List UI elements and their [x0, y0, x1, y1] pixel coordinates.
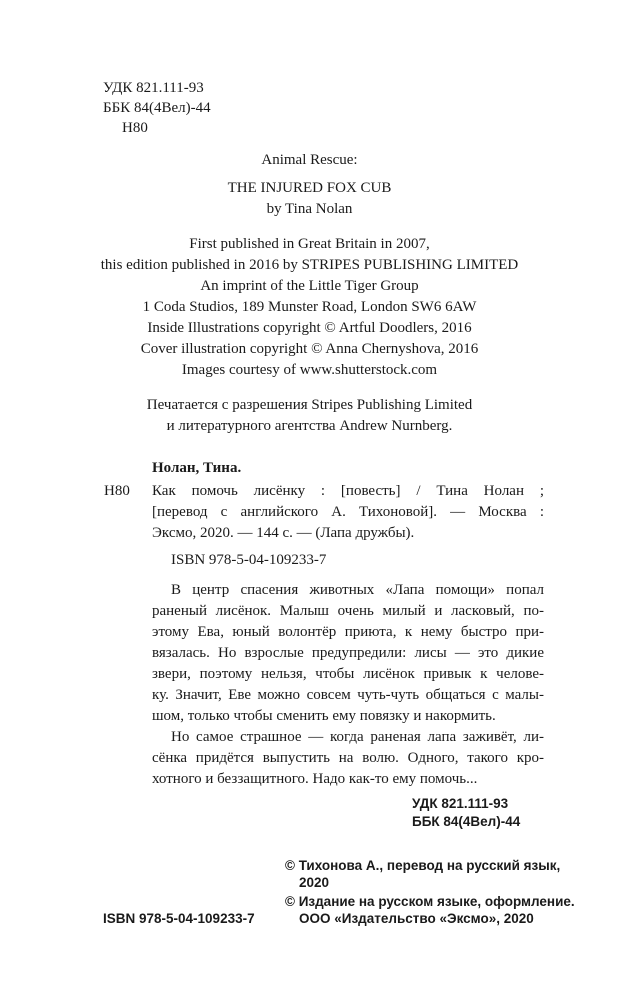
publishing-line: Inside Illustrations copyright © Artful Doodlers, 2016 [147, 320, 472, 336]
copyright-line: © Издание на русском языке, оформление. [285, 894, 575, 909]
publishing-line: Images courtesy of www.shutterstock.com [181, 362, 438, 378]
publishing-line: An imprint of the Little Tiger Group [200, 278, 419, 294]
publishing-line: this edition published in 2016 by STRIPES PUBLISHING LIMITED [100, 257, 519, 273]
isbn-bold: ISBN 978-5-04-109233-7 [103, 911, 255, 926]
copyright-line: 2020 [299, 875, 330, 890]
publishing-line: Cover illustration copyright © Anna Chernyshova, 2016 [140, 341, 479, 357]
annotation-line: В центр спасения животных «Лапа помощи» попал [171, 582, 544, 598]
bottom-bbk-code: ББК 84(4Вел)-44 [412, 814, 521, 829]
annotation-line: звери, поэтому нельзя, чтобы лисёнок привык к челове- [152, 666, 544, 682]
bbk-code: ББК 84(4Вел)-44 [103, 100, 211, 116]
permission-line: Печатается с разрешения Stripes Publishing Limited [146, 397, 473, 413]
biblio-isbn: ISBN 978-5-04-109233-7 [171, 552, 327, 568]
biblio-author-heading: Нолан, Тина. [152, 460, 242, 476]
annotation-line: хотного и беззащитного. Надо как-то ему помочь... [152, 771, 478, 787]
annotation-line: этому Ева, юный волонтёр приюта, к нему быстро при- [152, 624, 544, 640]
bottom-udk-code: УДК 821.111-93 [412, 796, 509, 811]
publishing-line: First published in Great Britain in 2007, [189, 236, 430, 252]
permission-line: и литературного агентства Andrew Nurnberg. [166, 418, 453, 434]
copyright-line: © Тихонова А., перевод на русский язык, [285, 858, 561, 873]
annotation-line: сёнка придётся выпустить на волю. Одного, такого кро- [152, 750, 544, 766]
original-series: Animal Rescue: [261, 152, 358, 168]
annotation-line: ку. Значит, Еве можно совсем чуть-чуть общаться с малы- [152, 687, 544, 703]
biblio-line: Как помочь лисёнку : [повесть] / Тина Нолан ; [152, 483, 544, 499]
udk-code: УДК 821.111-93 [103, 80, 204, 96]
original-author: by Tina Nolan [266, 201, 353, 217]
biblio-line: [перевод с английского А. Тихоновой]. — Москва : [152, 504, 544, 520]
copyright-line: ООО «Издательство «Эксмо», 2020 [299, 911, 534, 926]
annotation-line: Но самое страшное — когда раненая лапа заживёт, ли- [171, 729, 544, 745]
biblio-line: Эксмо, 2020. — 144 с. — (Лапа дружбы). [152, 525, 415, 541]
annotation-line: раненый лисёнок. Малыш очень милый и ласковый, по- [152, 603, 544, 619]
annotation-line: вязалась. Но взрослые предупредили: лисы — это дикие [152, 645, 544, 661]
annotation-line: шом, только чтобы сменить ему повязку и накормить. [152, 708, 496, 724]
original-title: THE INJURED FOX CUB [227, 180, 392, 196]
biblio-mark: Н80 [104, 483, 130, 499]
author-mark: Н80 [122, 120, 148, 136]
publishing-line: 1 Coda Studios, 189 Munster Road, London SW6 6AW [142, 299, 477, 315]
